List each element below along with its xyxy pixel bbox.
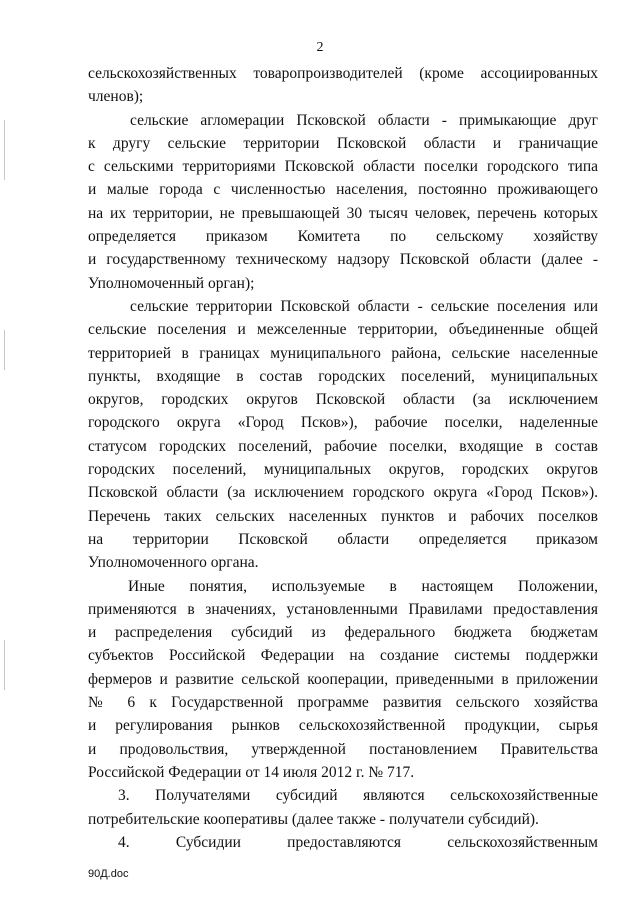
text-line: территорией в границах муниципального района, сельские населенные <box>88 344 598 362</box>
text-line: потребительские кооперативы (далее также - получатели субсидий). <box>88 810 539 828</box>
footer-filename: 90Д.doc <box>88 868 129 880</box>
text-line: сельские территории Псковской области - сельские поселения или <box>130 297 598 315</box>
text-line: и распределения субсидий из федерального бюджета бюджетам <box>88 624 598 642</box>
text-line: фермеров и развитие сельской кооперации, приведенными в приложении <box>88 670 598 688</box>
text-line: сельскохозяйственных товаропроизводителей (кроме ассоциированных <box>88 65 598 82</box>
text-line: Перечень таких сельских населенных пунктов и рабочих поселков <box>88 507 598 525</box>
text-line: сельские поселения и межселенные территории, объединенные общей <box>88 321 598 339</box>
text-line: и государственному техническому надзору Псковской области (далее - <box>88 251 598 269</box>
text-line: Псковской области (за исключением городского округа «Город Псков»). <box>88 484 598 502</box>
text-line: сельские агломерации Псковской области - примыкающие друг <box>130 111 598 129</box>
text-line: пункты, входящие в состав городских поселений, муниципальных <box>88 367 598 385</box>
text-line: городского округа «Город Псков»), рабочие поселки, наделенные <box>88 414 598 432</box>
text-line: субъектов Российской Федерации на создание системы поддержки <box>88 647 598 665</box>
page-number: 2 <box>316 40 324 55</box>
text-line: Иные понятия, используемые в настоящем Положении, <box>128 577 598 595</box>
text-line: № 6 к Государственной программе развития сельского хозяйства <box>88 694 598 712</box>
text-line: с сельскими территориями Псковской области поселки городского типа <box>88 158 598 176</box>
text-line: 4. Субсидии предоставляются сельскохозяйственным <box>118 833 598 851</box>
text-line: членов); <box>88 88 144 106</box>
text-line: 3. Получателями субсидий являются сельскохозяйственные <box>118 787 598 805</box>
text-line: округов, городских округов Псковской области (за исключением <box>88 391 598 409</box>
text-line: на территории Псковской области определяется приказом <box>88 530 598 548</box>
text-line: и продовольствия, утвержденной постановлением Правительства <box>88 740 598 758</box>
scan-edge-mark <box>4 330 5 370</box>
text-line: и регулирования рынков сельскохозяйственной продукции, сырья <box>88 717 598 735</box>
scan-edge-mark <box>4 120 5 180</box>
document-body <box>88 62 598 854</box>
text-line: городских поселений, муниципальных округов, городских округов <box>88 461 598 479</box>
text-line: Российской Федерации от 14 июля 2012 г. № 717. <box>88 763 415 781</box>
scan-edge-mark <box>4 640 5 690</box>
text-line: статусом городских поселений, рабочие поселки, входящие в состав <box>88 437 598 455</box>
text-line: к другу сельские территории Псковской области и граничащие <box>88 134 598 152</box>
text-line: и малые города с численностью населения, постоянно проживающего <box>88 181 598 199</box>
text-line: определяется приказом Комитета по сельскому хозяйству <box>88 228 598 246</box>
text-line: Уполномоченный орган); <box>88 274 255 292</box>
text-line: применяются в значениях, установленными Правилами предоставления <box>88 600 598 618</box>
text-line: на их территории, не превышающей 30 тысяч человек, перечень которых <box>88 204 598 222</box>
text-line: Уполномоченного органа. <box>88 554 259 572</box>
